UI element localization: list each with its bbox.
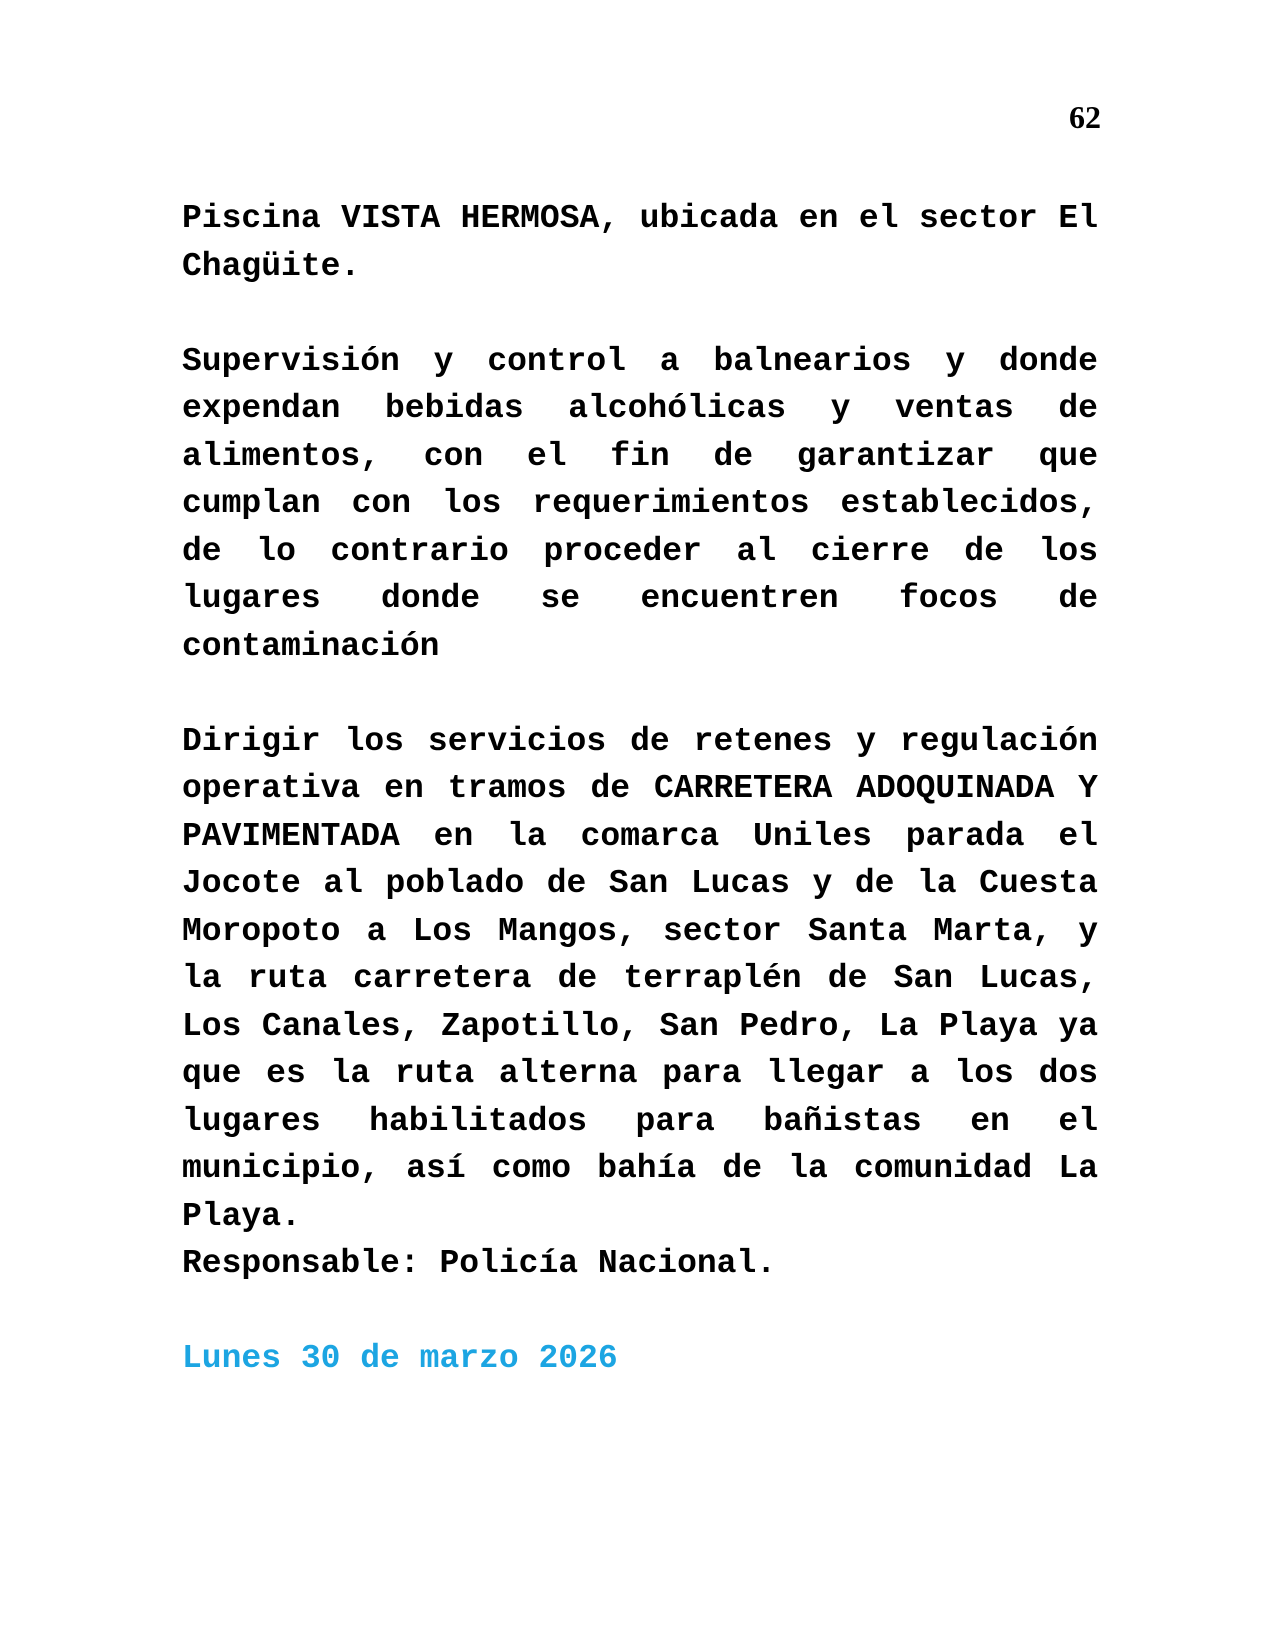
text-line: PAVIMENTADA en la comarca Uniles parada el — [182, 817, 1098, 855]
text-line: Dirigir los servicios de retenes y regulación — [182, 722, 1098, 760]
paragraph-supervision — [182, 338, 1098, 671]
text-line: municipio, así como bahía de la comunidad La — [182, 1150, 1098, 1187]
text-line: alimentos, con el fin de garantizar que — [182, 437, 1098, 475]
text-line: Chagüite. — [182, 247, 361, 285]
text-line: cumplan con los requerimientos establecidos, — [182, 485, 1098, 522]
text-line: Supervisión y control a balnearios y donde — [182, 342, 1098, 380]
paragraph-piscina — [182, 195, 1098, 290]
text-line: Playa. — [182, 1197, 301, 1235]
text-line: que es la ruta alterna para llegar a los dos — [182, 1055, 1098, 1092]
paragraph-dirigir — [182, 718, 1098, 1288]
text-line: Piscina VISTA HERMOSA, ubicada en el sector El — [182, 200, 1098, 237]
text-line: de lo contrario proceder al cierre de los — [182, 532, 1098, 570]
text-line: Jocote al poblado de San Lucas y de la Cuesta — [182, 865, 1098, 902]
document-body — [182, 195, 1098, 1430]
date-text: Lunes 30 de marzo 2026 — [182, 1340, 618, 1377]
text-line: contaminación — [182, 627, 440, 665]
text-line: lugares donde se encuentren focos de — [182, 580, 1098, 617]
page-number: 62 — [1069, 99, 1101, 135]
responsable-line: Responsable: Policía Nacional. — [182, 1245, 777, 1282]
text-line: la ruta carretera de terraplén de San Lucas, — [182, 960, 1098, 997]
text-line: expendan bebidas alcohólicas y ventas de — [182, 390, 1098, 427]
text-line: Los Canales, Zapotillo, San Pedro, La Playa ya — [182, 1007, 1098, 1045]
date-paragraph — [182, 1335, 1098, 1383]
text-line: Moropoto a Los Mangos, sector Santa Marta, y — [182, 912, 1098, 950]
text-line: lugares habilitados para bañistas en el — [182, 1102, 1098, 1140]
text-line: operativa en tramos de CARRETERA ADOQUINADA Y — [182, 770, 1098, 807]
